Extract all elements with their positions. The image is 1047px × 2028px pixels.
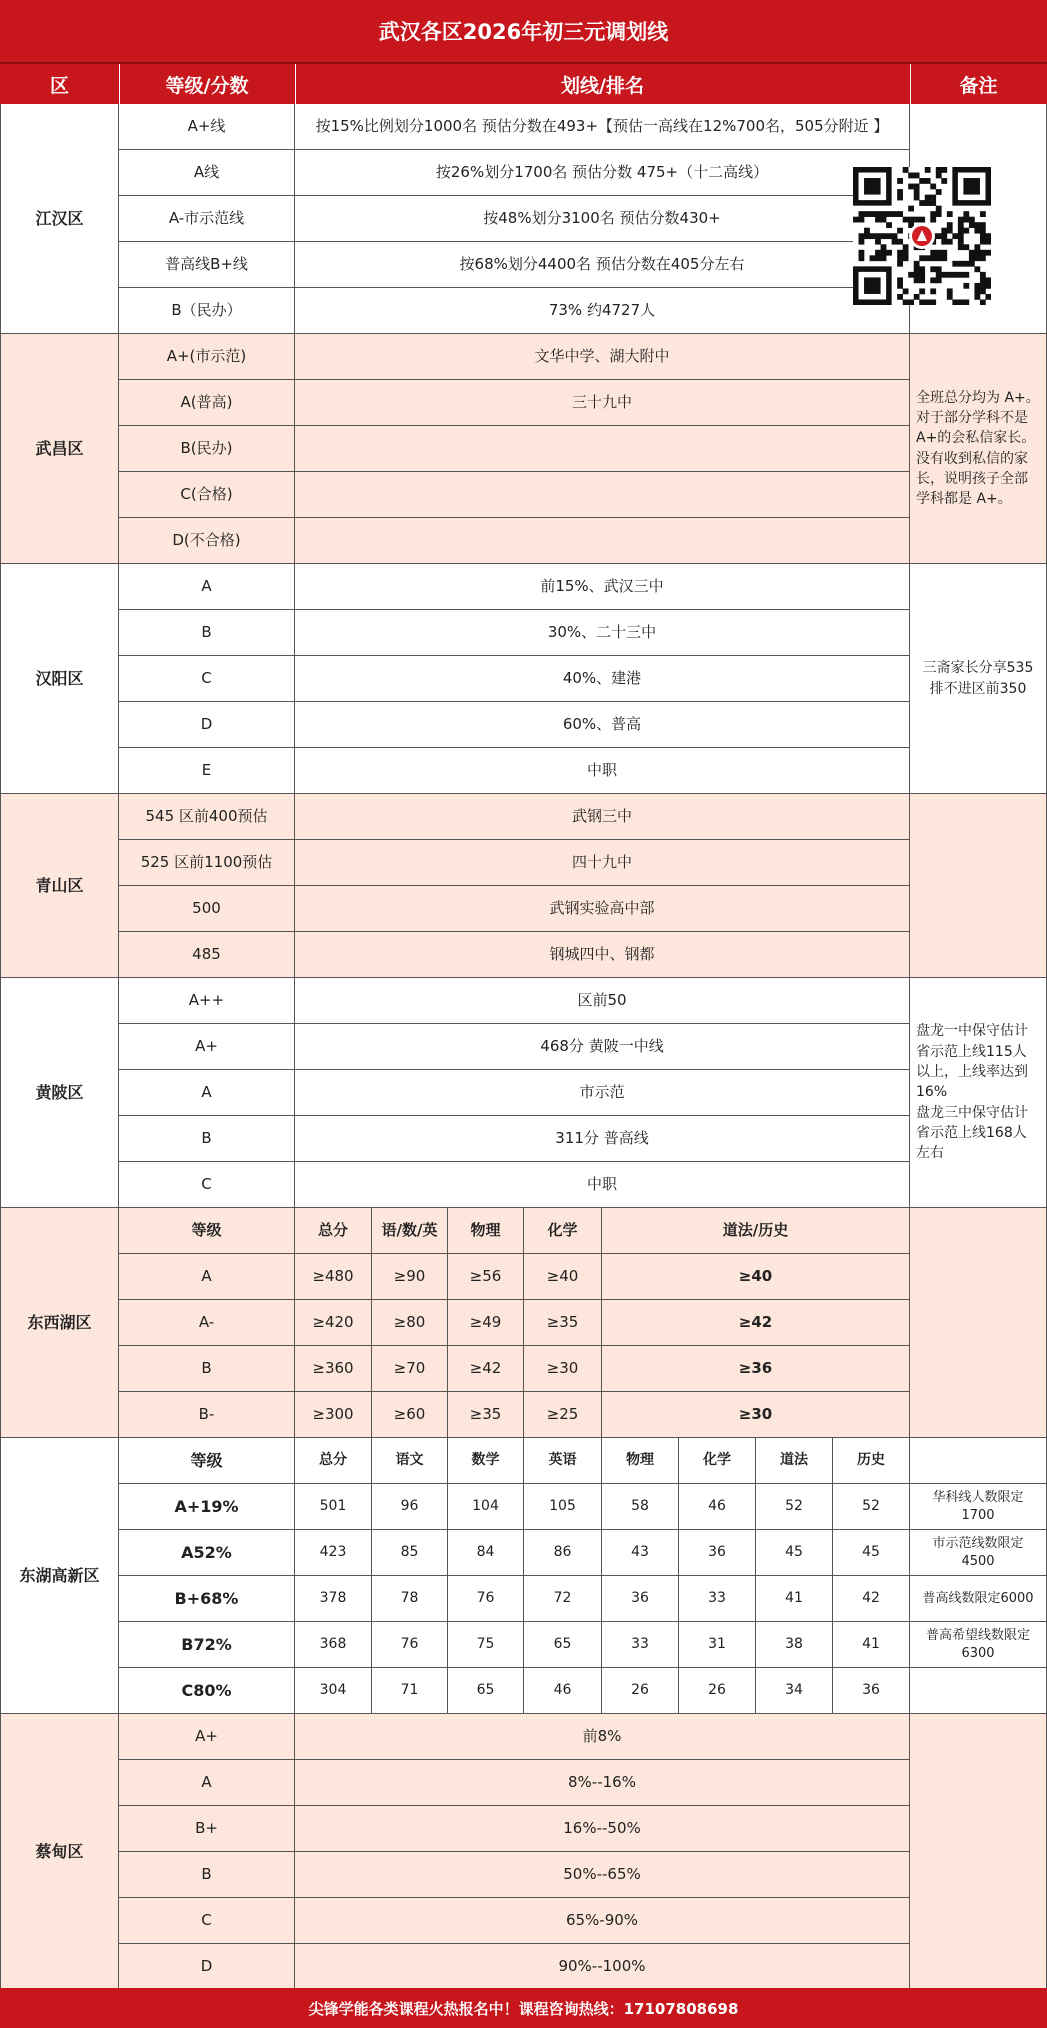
- subtable-header: 物理: [448, 1208, 524, 1254]
- subtable-cell: ≥70: [372, 1346, 448, 1392]
- grade-cell: A(普高): [119, 380, 295, 426]
- line-cell: 文华中学、湖大附中: [295, 334, 910, 380]
- line-cell: 武钢三中: [295, 794, 910, 840]
- subtable-cell: ≥360: [295, 1346, 372, 1392]
- subtable-header: 总分: [295, 1438, 372, 1484]
- subtable-cell: A-: [119, 1300, 295, 1346]
- grade-cell: C(合格): [119, 472, 295, 518]
- subtable-cell: 84: [448, 1530, 524, 1576]
- subtable-cell: 46: [524, 1668, 602, 1714]
- subtable-cell: 368: [295, 1622, 372, 1668]
- subtable-cell: ≥30: [602, 1392, 910, 1438]
- page-title: 武汉各区2026年初三元调划线: [0, 0, 1047, 64]
- grade-cell: B: [119, 1852, 295, 1898]
- subtable-cell: 42: [833, 1576, 910, 1622]
- district-section: [0, 334, 1047, 564]
- subtable-header: 等级: [119, 1438, 295, 1484]
- line-cell: 90%--100%: [295, 1944, 910, 1990]
- subtable-cell: 38: [756, 1622, 833, 1668]
- grade-cell: A+: [119, 1024, 295, 1070]
- subtable-cell: 378: [295, 1576, 372, 1622]
- subtable-cell: ≥420: [295, 1300, 372, 1346]
- subtable-cell: 33: [679, 1576, 756, 1622]
- remark-empty: [910, 1714, 1047, 1990]
- grade-cell: A: [119, 1070, 295, 1116]
- subtable-header: 英语: [524, 1438, 602, 1484]
- subtable-cell: 45: [756, 1530, 833, 1576]
- district-name: 东西湖区: [0, 1208, 119, 1438]
- district-name: 武昌区: [0, 334, 119, 564]
- remark-note: 三斋家长分享535排不进区前350: [910, 564, 1047, 794]
- subtable-cell: 501: [295, 1484, 372, 1530]
- remark-line: 省示范上线115人: [916, 1043, 1027, 1060]
- district-section: [0, 794, 1047, 978]
- subtable-cell: 58: [602, 1484, 679, 1530]
- district-section: [0, 1438, 1047, 1714]
- line-cell: 60%、普高: [295, 702, 910, 748]
- subtable-cell: 71: [372, 1668, 448, 1714]
- subtable-cell: 423: [295, 1530, 372, 1576]
- grade-cell: 500: [119, 886, 295, 932]
- subtable-header: 道法: [756, 1438, 833, 1484]
- subtable-cell: 36: [602, 1576, 679, 1622]
- grade-cell: B: [119, 1116, 295, 1162]
- subtable-header: 等级: [119, 1208, 295, 1254]
- subtable-cell: ≥42: [602, 1300, 910, 1346]
- subtable-cell: 45: [833, 1530, 910, 1576]
- grade-cell: D(不合格): [119, 518, 295, 564]
- line-cell: 按26%划分1700名 预估分数 475+（十二高线）: [295, 150, 910, 196]
- line-cell: 四十九中: [295, 840, 910, 886]
- line-cell: [295, 472, 910, 518]
- grade-cell: C: [119, 1162, 295, 1208]
- remark-line: 省示范上线168人: [916, 1124, 1027, 1141]
- subtable-header: 化学: [679, 1438, 756, 1484]
- subtable-header: 数学: [448, 1438, 524, 1484]
- line-cell: [295, 518, 910, 564]
- grade-cell: A: [119, 1760, 295, 1806]
- subtable-cell: 43: [602, 1530, 679, 1576]
- subtable-cell: 26: [679, 1668, 756, 1714]
- remark-line: 左右: [916, 1145, 944, 1162]
- remark-note: [910, 978, 1047, 1208]
- line-cell: 16%--50%: [295, 1806, 910, 1852]
- line-cell: 30%、二十三中: [295, 610, 910, 656]
- subtable-cell: 65: [524, 1622, 602, 1668]
- line-cell: 73% 约4727人: [295, 288, 910, 334]
- remark-line: 16%: [916, 1084, 948, 1101]
- subtable-cell: 105: [524, 1484, 602, 1530]
- remark-empty: [910, 1208, 1047, 1438]
- line-cell: 武钢实验高中部: [295, 886, 910, 932]
- subtable-header: 物理: [602, 1438, 679, 1484]
- district-name: 东湖高新区: [0, 1438, 119, 1714]
- line-cell: 50%--65%: [295, 1852, 910, 1898]
- grade-cell: C: [119, 1898, 295, 1944]
- subtable-header: 语/数/英: [372, 1208, 448, 1254]
- subtable-header: 历史: [833, 1438, 910, 1484]
- header-line: 划线/排名: [295, 64, 911, 104]
- subtable-cell: 78: [372, 1576, 448, 1622]
- district-section: [0, 564, 1047, 794]
- subtable-cell: 41: [833, 1622, 910, 1668]
- subtable-cell: ≥40: [524, 1254, 602, 1300]
- subtable-cell: 96: [372, 1484, 448, 1530]
- subtable-cell: 36: [679, 1530, 756, 1576]
- line-cell: 40%、建港: [295, 656, 910, 702]
- subtable-cell: ≥60: [372, 1392, 448, 1438]
- subtable-cell: ≥300: [295, 1392, 372, 1438]
- subtable-cell: ≥49: [448, 1300, 524, 1346]
- subtable-header: 总分: [295, 1208, 372, 1254]
- subtable-cell: 65: [448, 1668, 524, 1714]
- grade-cell: A+线: [119, 104, 295, 150]
- grade-cell: A: [119, 564, 295, 610]
- line-cell: 311分 普高线: [295, 1116, 910, 1162]
- grade-cell: 485: [119, 932, 295, 978]
- remark-line: 以上，上线率达到: [916, 1064, 1028, 1081]
- line-cell: 三十九中: [295, 380, 910, 426]
- subtable-cell: 34: [756, 1668, 833, 1714]
- subtable-cell: 86: [524, 1530, 602, 1576]
- subtable-cell: 52: [756, 1484, 833, 1530]
- score-table: [0, 104, 1047, 1988]
- subtable-cell: ≥42: [448, 1346, 524, 1392]
- grade-cell: A线: [119, 150, 295, 196]
- line-cell: 区前50: [295, 978, 910, 1024]
- line-cell: 中职: [295, 1162, 910, 1208]
- remark-note: 华科线人数限定1700: [910, 1484, 1047, 1530]
- grade-cell: B(民办): [119, 426, 295, 472]
- grade-cell: D: [119, 702, 295, 748]
- line-cell: 按68%划分4400名 预估分数在405分左右: [295, 242, 910, 288]
- subtable-cell: 76: [448, 1576, 524, 1622]
- grade-cell: A+: [119, 1714, 295, 1760]
- remark-note: 普高希望线数限定6300: [910, 1622, 1047, 1668]
- grade-cell: 普高线B+线: [119, 242, 295, 288]
- subtable-cell: C80%: [119, 1668, 295, 1714]
- subtable-cell: ≥36: [602, 1346, 910, 1392]
- subtable-cell: B: [119, 1346, 295, 1392]
- subtable-cell: 46: [679, 1484, 756, 1530]
- district-name: 汉阳区: [0, 564, 119, 794]
- table-header: [0, 64, 1047, 104]
- grade-cell: 545 区前400预估: [119, 794, 295, 840]
- grade-cell: B（民办）: [119, 288, 295, 334]
- remark-note: 普高线数限定6000: [910, 1576, 1047, 1622]
- line-cell: 468分 黄陂一中线: [295, 1024, 910, 1070]
- subtable-cell: 304: [295, 1668, 372, 1714]
- header-remark: 备注: [959, 74, 998, 97]
- subtable-cell: 104: [448, 1484, 524, 1530]
- grade-cell: A+(市示范): [119, 334, 295, 380]
- line-cell: 8%--16%: [295, 1760, 910, 1806]
- grade-cell: E: [119, 748, 295, 794]
- header-district: 区: [0, 64, 120, 104]
- district-name: 蔡甸区: [0, 1714, 119, 1990]
- subtable-cell: ≥35: [448, 1392, 524, 1438]
- line-cell: 钢城四中、钢都: [295, 932, 910, 978]
- header-grade: 等级/分数: [119, 64, 296, 104]
- line-cell: [295, 426, 910, 472]
- subtable-cell: 76: [372, 1622, 448, 1668]
- subtable-cell: ≥35: [524, 1300, 602, 1346]
- remark-note: [910, 1668, 1047, 1714]
- subtable-cell: A: [119, 1254, 295, 1300]
- subtable-cell: 85: [372, 1530, 448, 1576]
- subtable-cell: 52: [833, 1484, 910, 1530]
- remark-empty: [910, 1438, 1047, 1484]
- subtable-header: 道法/历史: [602, 1208, 910, 1254]
- subtable-header: 语文: [372, 1438, 448, 1484]
- remark-line: 盘龙一中保守估计: [916, 1023, 1028, 1040]
- footer-banner: 尖锋学能各类课程火热报名中！课程咨询热线：17107808698: [0, 1988, 1047, 2028]
- subtable-cell: ≥25: [524, 1392, 602, 1438]
- line-cell: 65%-90%: [295, 1898, 910, 1944]
- grade-cell: A-市示范线: [119, 196, 295, 242]
- district-name: 黄陂区: [0, 978, 119, 1208]
- remark-line: 盘龙三中保守估计: [916, 1104, 1028, 1121]
- grade-cell: C: [119, 656, 295, 702]
- subtable-header: 化学: [524, 1208, 602, 1254]
- line-cell: 中职: [295, 748, 910, 794]
- subtable-cell: B+68%: [119, 1576, 295, 1622]
- grade-cell: A++: [119, 978, 295, 1024]
- subtable-cell: A52%: [119, 1530, 295, 1576]
- grade-cell: B: [119, 610, 295, 656]
- line-cell: 前15%、武汉三中: [295, 564, 910, 610]
- subtable-cell: ≥56: [448, 1254, 524, 1300]
- subtable-cell: 26: [602, 1668, 679, 1714]
- qr-code: [853, 167, 991, 305]
- line-cell: 市示范: [295, 1070, 910, 1116]
- subtable-cell: A+19%: [119, 1484, 295, 1530]
- line-cell: 前8%: [295, 1714, 910, 1760]
- district-name: 江汉区: [0, 104, 119, 334]
- line-cell: 按48%划分3100名 预估分数430+: [295, 196, 910, 242]
- remark-note: 市示范线数限定4500: [910, 1530, 1047, 1576]
- grade-cell: 525 区前1100预估: [119, 840, 295, 886]
- subtable-cell: 41: [756, 1576, 833, 1622]
- subtable-cell: 75: [448, 1622, 524, 1668]
- remark-note: 全班总分均为 A+。对于部分学科不是A+的会私信家长。没有收到私信的家长，说明孩子全部学科都是 A+。: [910, 334, 1047, 564]
- remark-empty: [910, 794, 1047, 978]
- grade-cell: D: [119, 1944, 295, 1990]
- qr-code-graphic: [853, 167, 991, 305]
- subtable-cell: B-: [119, 1392, 295, 1438]
- subtable-cell: ≥480: [295, 1254, 372, 1300]
- district-section: [0, 978, 1047, 1208]
- subtable-cell: 36: [833, 1668, 910, 1714]
- subtable-cell: B72%: [119, 1622, 295, 1668]
- district-section: [0, 1208, 1047, 1438]
- subtable-cell: 31: [679, 1622, 756, 1668]
- district-section: [0, 1714, 1047, 1990]
- subtable-cell: ≥30: [524, 1346, 602, 1392]
- subtable-cell: ≥40: [602, 1254, 910, 1300]
- subtable-cell: 33: [602, 1622, 679, 1668]
- grade-cell: B+: [119, 1806, 295, 1852]
- district-name: 青山区: [0, 794, 119, 978]
- subtable-cell: ≥80: [372, 1300, 448, 1346]
- line-cell: 按15%比例划分1000名 预估分数在493+【预估一高线在12%700名，505分附近 】: [295, 104, 910, 150]
- subtable-cell: 72: [524, 1576, 602, 1622]
- subtable-cell: ≥90: [372, 1254, 448, 1300]
